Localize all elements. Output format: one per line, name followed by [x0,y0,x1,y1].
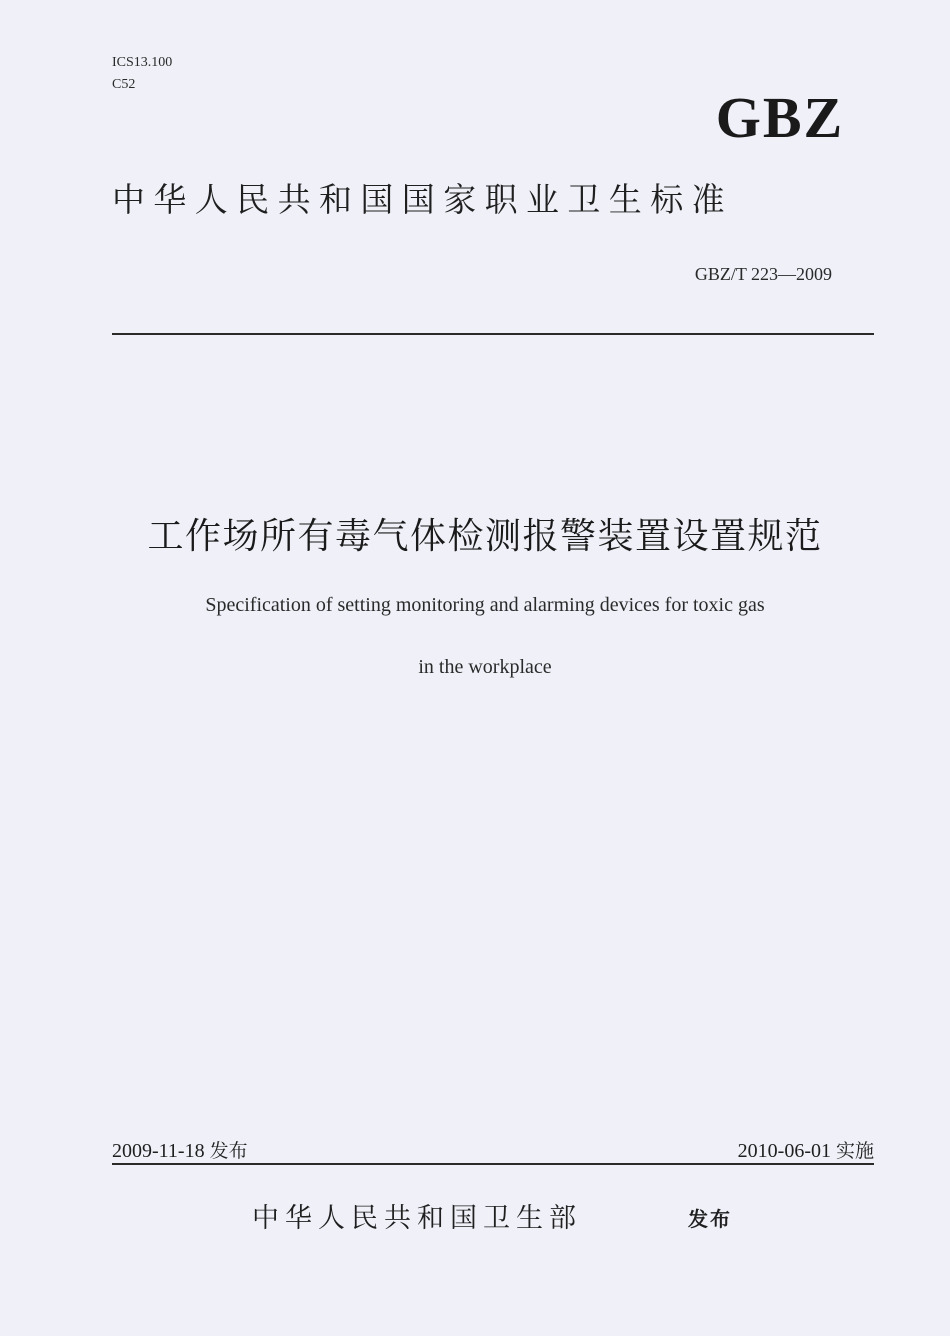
effective-date: 2010-06-01 [737,1140,831,1162]
publisher-name: 中华人民共和国卫生部 [252,1203,582,1234]
bottom-divider [112,1163,874,1165]
standard-number: GBZ/T 223—2009 [694,264,832,284]
top-divider [112,333,874,335]
effective-date-block [738,1136,874,1163]
issue-label: 发布 [209,1140,248,1162]
effective-label: 实施 [835,1140,874,1162]
document-title-english-line1: Specification of setting monitoring and alarming devices for toxic gas [205,594,765,616]
classification-codes [112,52,172,96]
standard-series-title: 中华人民共和国国家职业卫生标准 [112,180,733,219]
standard-mark: GBZ [715,85,845,150]
issue-date: 2009-11-18 [112,1140,205,1162]
document-title-english-line2: in the workplace [418,656,552,678]
issue-date-block [112,1136,248,1163]
publisher-suffix: 发布 [688,1207,732,1231]
ics-code: ICS13.100 [112,55,173,70]
document-title-chinese: 工作场所有毒气体检测报警装置设置规范 [147,516,823,557]
ccs-code: C52 [112,77,136,92]
